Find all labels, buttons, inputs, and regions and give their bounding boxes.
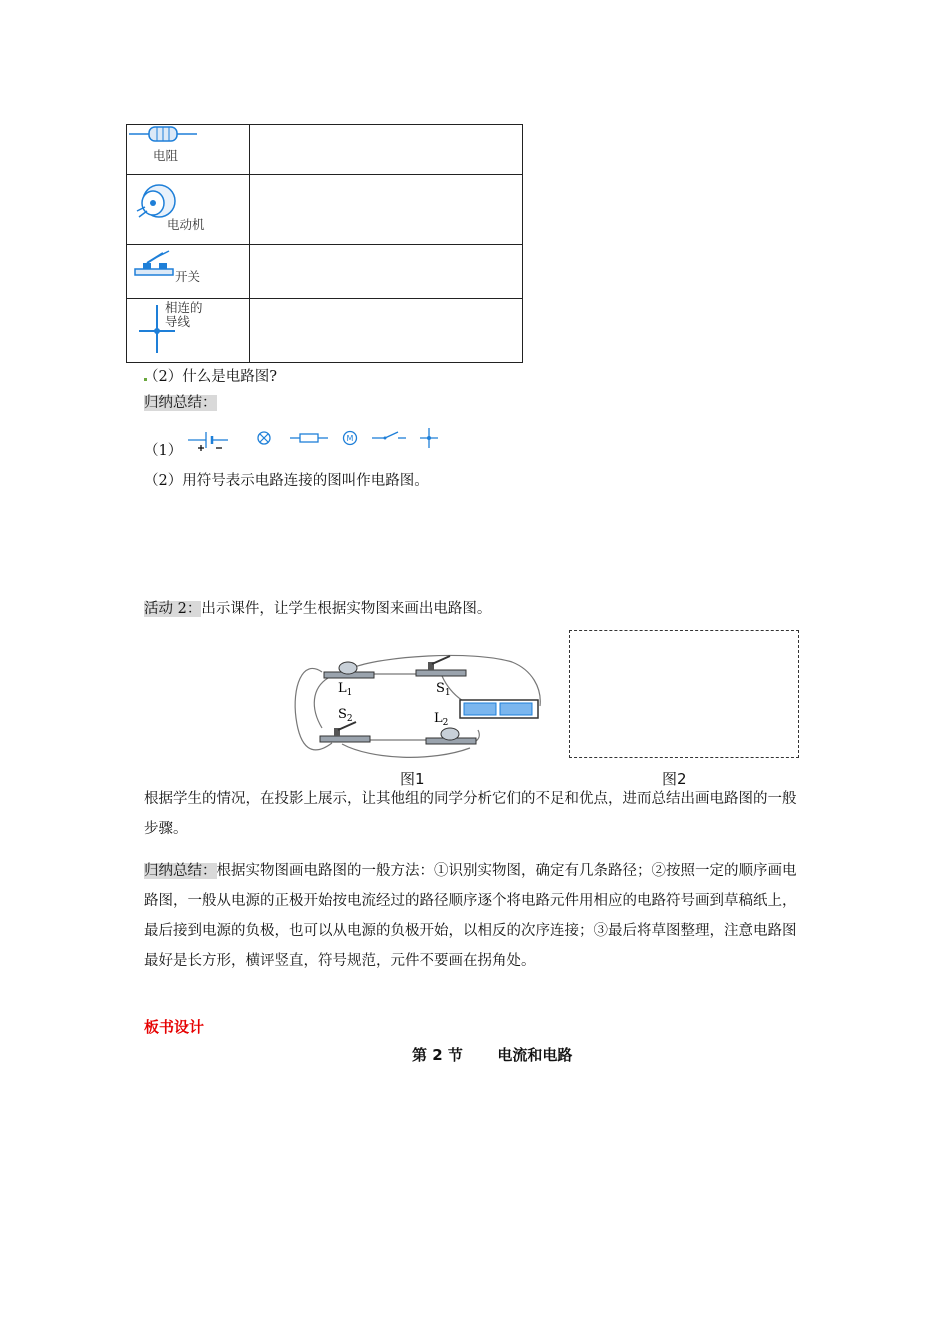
label-l1: $L_1$ <box>338 681 353 698</box>
component-table <box>126 124 523 363</box>
switch-symbol-icon <box>372 432 406 440</box>
table-row <box>127 125 523 175</box>
switch-s1-icon <box>416 656 466 676</box>
summary-item-2: （2）用符号表示电路连接的图叫作电路图。 <box>144 473 429 489</box>
svg-text:M: M <box>346 434 354 443</box>
section-number: 第 2 节 <box>412 1046 463 1064</box>
component-label: 相连的 导线 <box>165 300 203 329</box>
lamp-l2-icon <box>426 728 476 744</box>
answer-cell[interactable] <box>250 245 523 299</box>
answer-cell[interactable] <box>250 125 523 175</box>
table-row <box>127 245 523 299</box>
fig2-caption: 图2 <box>662 770 687 788</box>
fig1-caption: 图1 <box>400 770 425 788</box>
answer-cell[interactable] <box>250 299 523 363</box>
junction-symbol-icon <box>420 428 438 448</box>
motor-symbol-icon <box>344 432 357 445</box>
section-name: 电流和电路 <box>497 1046 573 1064</box>
lamp-symbol-icon <box>258 432 270 444</box>
summary-text: 根据实物图画电路图的一般方法：①识别实物图，确定有几条路径；②按照一定的顺序画电路图，一般从电源的正极开始按电流经过的路径顺序逐个将电路元件用相应的电路符号画到草稿纸上，最后接到电源的负极，也可以从电源的负极开始，以相反的次序连接；③最后将草图整理，注意电路图最好是长方形，横评竖直，符号规范，元件不要画在拐角处。 <box>144 863 797 969</box>
battery-pack-icon <box>460 700 538 718</box>
summary-label: 归纳总结： <box>144 863 217 879</box>
activity-label: 活动 2： <box>144 601 202 617</box>
resistor-symbol-icon <box>290 434 328 442</box>
activity-text: 出示课件，让学生根据实物图来画出电路图。 <box>201 601 492 617</box>
component-cell <box>127 125 250 175</box>
activity-2 <box>144 594 804 624</box>
component-label: 开关 <box>175 269 201 284</box>
lamp-l1-icon <box>324 662 374 678</box>
component-label: 电阻 <box>153 148 179 163</box>
answer-cell[interactable] <box>250 175 523 245</box>
drawing-box[interactable] <box>569 630 799 758</box>
table-row <box>127 175 523 245</box>
summary-1 <box>144 388 804 418</box>
battery-symbol-icon <box>188 432 228 451</box>
section-title <box>412 1044 572 1065</box>
component-cell <box>127 299 250 363</box>
component-cell <box>127 175 250 245</box>
item-prefix: （1） <box>144 443 183 459</box>
switch-s2-icon <box>320 722 370 742</box>
question-2: （2）什么是电路图? <box>144 369 277 385</box>
label-s1: $S_1$ <box>436 681 451 698</box>
resistor-icon <box>129 123 199 145</box>
label-s2: $S_2$ <box>338 707 353 724</box>
board-design-heading: 板书设计 <box>144 1018 205 1036</box>
component-cell <box>127 245 250 299</box>
paragraph-after-figure: 根据学生的情况，在投影上展示，让其他组的同学分析它们的不足和优点，进而总结出画电路图的一般步骤。 <box>144 791 797 837</box>
component-label: 电动机 <box>167 217 205 232</box>
summary-2 <box>144 856 804 976</box>
summary-label: 归纳总结： <box>144 395 217 411</box>
circuit-symbols <box>180 424 440 454</box>
switch-icon <box>133 249 177 279</box>
physical-circuit-figure <box>292 648 554 764</box>
table-row <box>127 299 523 363</box>
label-l2: $L_2$ <box>434 711 449 728</box>
